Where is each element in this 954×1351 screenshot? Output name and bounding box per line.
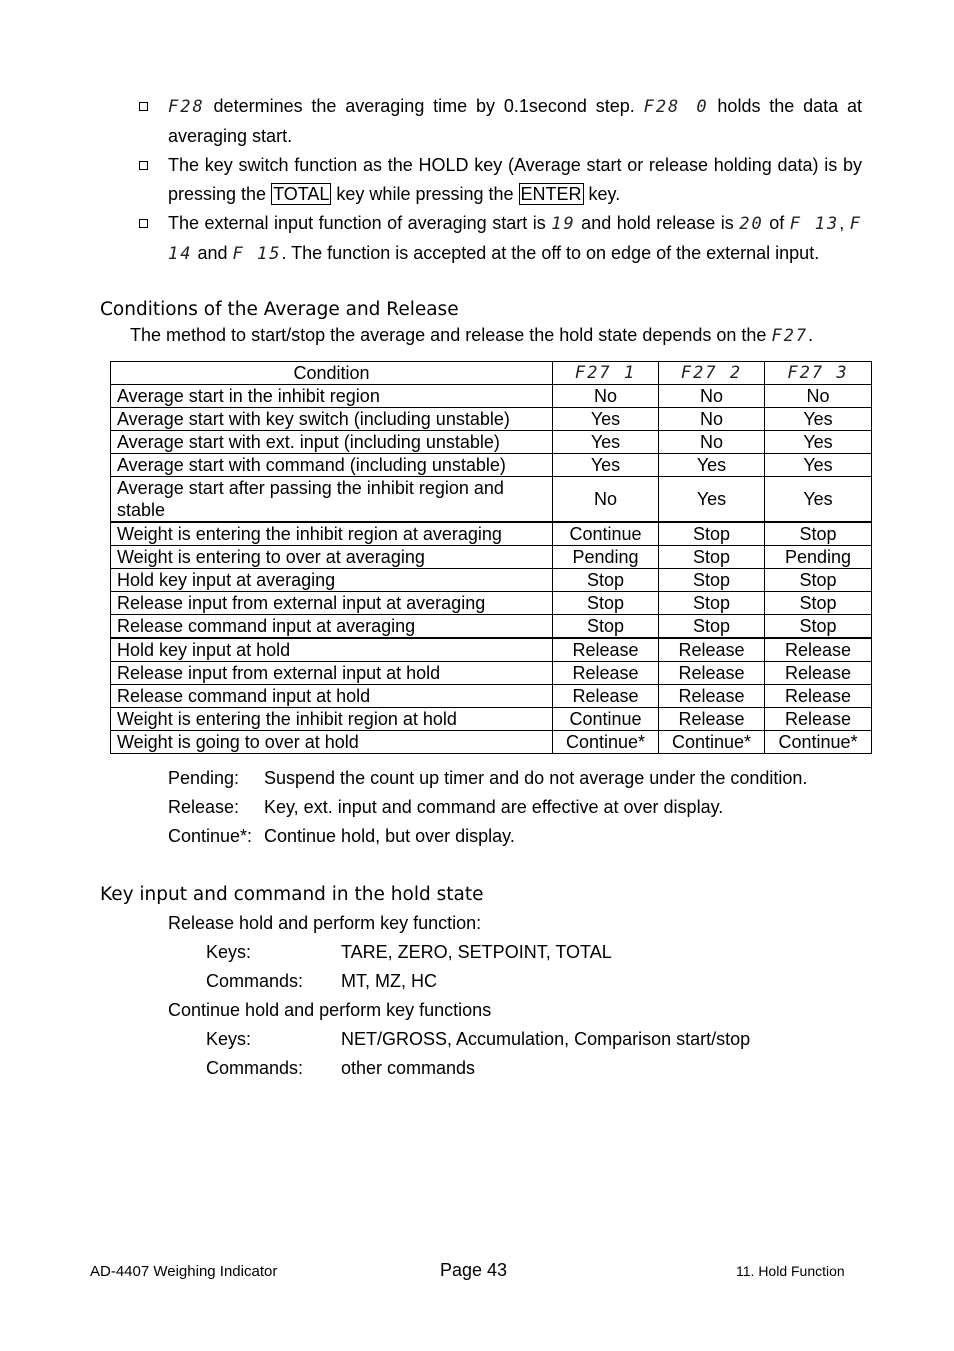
table-body xyxy=(111,385,872,754)
value-cell: Release xyxy=(765,638,872,662)
function-code: F 13 xyxy=(789,214,840,234)
value-cell: No xyxy=(659,408,765,431)
legend-description: Key, ext. input and command are effective at over display. xyxy=(264,797,724,817)
footer-chapter-title: 11. Hold Function xyxy=(736,1263,845,1279)
condition-cell: Hold key input at hold xyxy=(111,638,553,662)
legend-item xyxy=(168,793,807,822)
intro-end: . xyxy=(808,325,814,345)
table-row xyxy=(111,708,872,731)
note-text: holds the data at averaging start. xyxy=(168,96,863,146)
value-cell: Stop xyxy=(553,569,659,592)
table-row xyxy=(111,569,872,592)
condition-cell: Average start with ext. input (including unstable) xyxy=(111,431,553,454)
table-row xyxy=(111,546,872,569)
function-code: 20 xyxy=(739,214,764,234)
hold-item-term: Keys: xyxy=(206,942,252,962)
value-cell: Release xyxy=(765,708,872,731)
value-cell: Release xyxy=(553,638,659,662)
conditions-intro xyxy=(130,325,813,346)
condition-cell: Weight is entering to over at averaging xyxy=(111,546,553,569)
value-cell: Pending xyxy=(765,546,872,569)
condition-cell: Average start after passing the inhibit region and stable xyxy=(111,477,553,523)
value-cell: Continue xyxy=(553,708,659,731)
table-row xyxy=(111,522,872,546)
value-cell: Stop xyxy=(765,522,872,546)
value-cell: Continue xyxy=(553,522,659,546)
column-header: F27 2 xyxy=(659,362,765,385)
condition-cell: Weight is entering the inhibit region at averaging xyxy=(111,522,553,546)
intro-text: The method to start/stop the average and release the hold state depends on the xyxy=(130,325,772,345)
legend-item xyxy=(168,764,807,793)
value-cell: Yes xyxy=(659,477,765,523)
table-row xyxy=(111,638,872,662)
function-code: 19 xyxy=(551,214,576,234)
value-cell: Yes xyxy=(553,454,659,477)
note-text: key. xyxy=(583,184,621,204)
hold-item xyxy=(168,938,750,967)
condition-cell: Average start with key switch (including unstable) xyxy=(111,408,553,431)
square-bullet-icon xyxy=(139,161,148,170)
value-cell: Release xyxy=(659,708,765,731)
section-heading-conditions: Conditions of the Average and Release xyxy=(100,299,459,320)
value-cell: Release xyxy=(659,662,765,685)
value-cell: Yes xyxy=(765,454,872,477)
function-code: F 15 xyxy=(232,244,282,264)
value-cell: Yes xyxy=(765,477,872,523)
table-row xyxy=(111,408,872,431)
footer-document-title: AD-4407 Weighing Indicator xyxy=(90,1263,278,1280)
condition-cell: Hold key input at averaging xyxy=(111,569,553,592)
table-row xyxy=(111,477,872,523)
value-cell: Release xyxy=(659,638,765,662)
legend-term: Release: xyxy=(168,797,240,817)
note-text: The external input function of averaging start is xyxy=(168,213,552,233)
value-cell: Stop xyxy=(659,546,765,569)
value-cell: Continue* xyxy=(553,731,659,754)
table-row xyxy=(111,385,872,408)
hold-item-value: MT, MZ, HC xyxy=(341,971,437,991)
note-text: of xyxy=(763,213,790,233)
hold-item-value: TARE, ZERO, SETPOINT, TOTAL xyxy=(341,942,612,962)
note-text: and hold release is xyxy=(575,213,740,233)
legend-description: Continue hold, but over display. xyxy=(264,826,515,846)
release-intro: Release hold and perform key function: xyxy=(168,913,482,933)
conditions-table xyxy=(110,361,872,754)
legend-item xyxy=(168,822,807,851)
footer-page-number: Page 43 xyxy=(440,1260,508,1280)
function-code: F27 xyxy=(771,326,809,346)
column-header: Condition xyxy=(111,362,553,385)
table-row xyxy=(111,731,872,754)
condition-cell: Weight is entering the inhibit region at hold xyxy=(111,708,553,731)
value-cell: Stop xyxy=(765,569,872,592)
value-cell: Release xyxy=(765,685,872,708)
value-cell: Stop xyxy=(659,522,765,546)
condition-cell: Weight is going to over at hold xyxy=(111,731,553,754)
hold-item-term: Commands: xyxy=(206,1058,304,1078)
value-cell: Release xyxy=(659,685,765,708)
value-cell: Stop xyxy=(659,592,765,615)
value-cell: Stop xyxy=(553,592,659,615)
table-row xyxy=(111,615,872,639)
value-cell: Stop xyxy=(765,615,872,639)
note-item xyxy=(134,209,862,269)
note-text: determines the averaging time by 0.1second step. xyxy=(204,96,644,116)
value-cell: Release xyxy=(553,662,659,685)
legend-term: Pending: xyxy=(168,768,240,788)
hold-item xyxy=(168,967,750,996)
note-text: . The function is accepted at the off to on edge of the external input. xyxy=(281,243,820,263)
note-item xyxy=(134,151,862,209)
value-cell: Yes xyxy=(553,408,659,431)
table-row xyxy=(111,454,872,477)
key-label-total: TOTAL xyxy=(273,184,330,204)
function-code: F 14 xyxy=(168,214,863,264)
condition-cell: Average start in the inhibit region xyxy=(111,385,553,408)
value-cell: No xyxy=(553,477,659,523)
section-heading-hold-state: Key input and command in the hold state xyxy=(100,884,484,905)
value-cell: Stop xyxy=(659,569,765,592)
hold-state-list xyxy=(168,909,750,1083)
value-cell: Yes xyxy=(765,431,872,454)
table-row xyxy=(111,592,872,615)
condition-cell: Release input from external input at averaging xyxy=(111,592,553,615)
table-header-row xyxy=(111,362,872,385)
table-row xyxy=(111,431,872,454)
value-cell: Continue* xyxy=(659,731,765,754)
key-label-enter: ENTER xyxy=(520,184,582,204)
hold-item xyxy=(168,1054,750,1083)
table-row xyxy=(111,685,872,708)
hold-item-value: other commands xyxy=(341,1058,476,1078)
legend-description: Suspend the count up timer and do not average under the condition. xyxy=(264,768,808,788)
continue-intro: Continue hold and perform key functions xyxy=(168,1000,492,1020)
value-cell: Stop xyxy=(659,615,765,639)
condition-cell: Average start with command (including unstable) xyxy=(111,454,553,477)
column-header: F27 1 xyxy=(553,362,659,385)
value-cell: Stop xyxy=(765,592,872,615)
value-cell: Release xyxy=(553,685,659,708)
value-cell: No xyxy=(553,385,659,408)
column-header: F27 3 xyxy=(765,362,872,385)
note-text: key while pressing the xyxy=(331,184,519,204)
table-legend xyxy=(168,764,807,851)
square-bullet-icon xyxy=(139,219,148,228)
note-text: , xyxy=(839,213,850,233)
condition-cell: Release command input at hold xyxy=(111,685,553,708)
value-cell: No xyxy=(765,385,872,408)
value-cell: Pending xyxy=(553,546,659,569)
hold-item-term: Commands: xyxy=(206,971,304,991)
value-cell: No xyxy=(659,385,765,408)
note-text: and xyxy=(192,243,233,263)
value-cell: Yes xyxy=(659,454,765,477)
value-cell: Continue* xyxy=(765,731,872,754)
value-cell: Stop xyxy=(553,615,659,639)
legend-term: Continue*: xyxy=(168,826,253,846)
condition-cell: Release input from external input at hold xyxy=(111,662,553,685)
value-cell: Release xyxy=(765,662,872,685)
hold-item-term: Keys: xyxy=(206,1029,252,1049)
hold-item-value: NET/GROSS, Accumulation, Comparison start/stop xyxy=(341,1029,751,1049)
table-row xyxy=(111,662,872,685)
notes-list xyxy=(134,92,862,269)
value-cell: Yes xyxy=(765,408,872,431)
square-bullet-icon xyxy=(139,102,148,111)
value-cell: No xyxy=(659,431,765,454)
hold-item xyxy=(168,1025,750,1054)
note-text: The key switch function as the HOLD key (Average start or release holding data) is by pressing the xyxy=(168,155,862,204)
function-code: F28 xyxy=(168,97,205,117)
value-cell: Yes xyxy=(553,431,659,454)
function-code: F28 0 xyxy=(643,97,709,117)
note-item xyxy=(134,92,862,151)
condition-cell: Release command input at averaging xyxy=(111,615,553,639)
